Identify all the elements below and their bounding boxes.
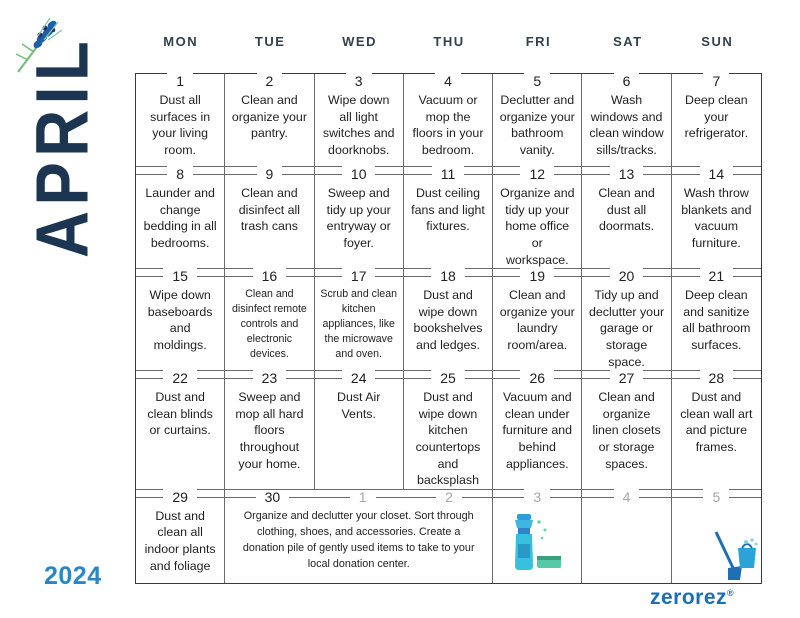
day-number: 13	[610, 166, 644, 182]
day-number: 11	[432, 166, 465, 182]
day-number: 19	[520, 268, 554, 284]
logo-text: zerorez	[650, 586, 728, 609]
day-task: Organize and tidy up your home office or workspace.	[500, 186, 575, 267]
day-number: 14	[700, 166, 734, 182]
weekday-header	[136, 34, 762, 49]
day-cell	[493, 371, 582, 490]
zerorez-logo	[650, 586, 734, 610]
day-task: Dust and clean wall art and picture frames.	[680, 390, 753, 454]
day-task: Sweep and mop all hard floors throughout your home.	[235, 390, 304, 471]
day-cell	[582, 74, 671, 167]
day-number: 28	[700, 370, 734, 386]
day-number: 24	[342, 370, 376, 386]
day-task: Deep clean your refrigerator.	[684, 93, 749, 141]
calendar-grid	[135, 73, 762, 584]
day-cell	[315, 269, 404, 371]
day-cell	[136, 269, 225, 371]
day-task: Clean and dust all doormats.	[598, 186, 655, 234]
day-cell	[582, 269, 671, 371]
day-cell	[493, 269, 582, 371]
day-task: Vacuum and clean under furniture and behind appliances.	[502, 390, 573, 471]
day-task: Clean and organize your pantry.	[231, 93, 307, 141]
weekday-thu: THU	[433, 34, 465, 49]
day-cell	[136, 74, 225, 167]
day-task: Wipe down baseboards and moldings.	[147, 288, 213, 352]
day-cell	[225, 269, 314, 371]
day-task: Deep clean and sanitize all bathroom surfaces.	[682, 288, 751, 352]
day-number: 20	[610, 268, 644, 284]
day-task: Dust and wipe down kitchen countertops and backsplash	[415, 390, 481, 488]
next-month-cell	[582, 490, 671, 583]
day-number: 3	[346, 73, 372, 89]
next-month-day: 3	[524, 489, 550, 505]
day-cell	[493, 74, 582, 167]
day-cell	[493, 167, 582, 269]
day-cell	[404, 74, 493, 167]
day-number: 30	[256, 490, 290, 506]
day-number: 16	[253, 268, 287, 284]
day-cell	[672, 74, 761, 167]
day-cell	[582, 167, 671, 269]
day-number: 26	[520, 370, 554, 386]
day-task: Clean and organize your laundry room/area.	[499, 288, 575, 352]
day-number: 8	[167, 166, 193, 182]
day-number: 12	[520, 166, 554, 182]
day-number: 5	[524, 73, 550, 89]
day-task: Dust Air Vents.	[337, 390, 381, 421]
day-number: 1	[167, 73, 193, 89]
next-month-day: 4	[614, 489, 640, 505]
day-number: 23	[253, 370, 287, 386]
day-cell	[136, 371, 225, 490]
day-task: Wipe down all light switches and doorknobs.	[322, 93, 395, 157]
day-cell	[315, 371, 404, 490]
day-task: Clean and disinfect all trash cans	[238, 186, 301, 234]
day-number: 6	[614, 73, 640, 89]
day-task: Organize and declutter your closet. Sort through clothing, shoes, and accessories. Create a donation pile of gently used items to take to your local donation center.	[242, 509, 475, 570]
day-task: Wash windows and clean window sills/tracks.	[589, 93, 664, 157]
day-number: 22	[163, 370, 197, 386]
day-cell	[404, 269, 493, 371]
next-month-day: 5	[703, 489, 729, 505]
day-task: Launder and change bedding in all bedrooms.	[143, 186, 217, 251]
day-cell	[315, 167, 404, 269]
logo-registered-mark: ®	[727, 588, 735, 598]
day-number: 18	[431, 268, 465, 284]
day-task: Dust and clean blinds or curtains.	[147, 390, 213, 438]
day-task: Clean and organize linen closets or storage spaces.	[592, 390, 661, 471]
day-number: 17	[342, 268, 376, 284]
day-number: 7	[703, 73, 729, 89]
day-cell	[225, 167, 314, 269]
day-number: 29	[163, 489, 197, 505]
weekday-fri: FRI	[525, 34, 552, 49]
month-text: APRIL	[20, 6, 104, 258]
day-cell	[672, 167, 761, 269]
day-task: Dust and wipe down bookshelves and ledges.	[413, 288, 483, 352]
next-month-day: 2	[436, 490, 462, 506]
day-cell	[225, 74, 314, 167]
weekday-wed: WED	[342, 34, 377, 49]
day-task: Tidy up and declutter your garage or storage space.	[589, 288, 665, 369]
day-cell	[225, 371, 314, 490]
year-label: 2024	[44, 562, 102, 590]
day-cell	[672, 269, 761, 371]
day-task: Clean and disinfect remote controls and electronic devices.	[232, 288, 307, 361]
day-task: Scrub and clean kitchen appliances, like the microwave and oven.	[320, 288, 397, 361]
day-number: 2	[257, 73, 283, 89]
day-cell	[136, 490, 225, 583]
weekday-sun: SUN	[701, 34, 734, 49]
day-number: 4	[435, 73, 461, 89]
day-cell	[136, 167, 225, 269]
day-task: Dust ceiling fans and light fixtures.	[411, 186, 485, 234]
day-task: Dust and clean all indoor plants and foliage	[144, 508, 216, 573]
next-month-day: 1	[350, 490, 376, 506]
day-cell-wide	[225, 490, 493, 583]
day-number: 15	[163, 268, 197, 284]
day-cell	[404, 371, 493, 490]
day-number: 10	[342, 166, 376, 182]
mop-bucket-icon	[712, 530, 762, 582]
weekday-sat: SAT	[613, 34, 643, 49]
day-cell	[315, 74, 404, 167]
day-number: 27	[610, 370, 644, 386]
day-cell	[582, 371, 671, 490]
spray-bottle-icon	[507, 510, 567, 572]
day-task: Wash throw blankets and vacuum furniture.	[681, 186, 752, 251]
weekday-tue: TUE	[254, 34, 286, 49]
day-cell	[672, 371, 761, 490]
day-task: Dust all surfaces in your living room.	[150, 93, 211, 157]
day-number: 9	[257, 166, 283, 182]
day-task: Sweep and tidy up your entryway or foyer.	[326, 186, 391, 251]
month-title	[20, 6, 114, 260]
weekday-mon: MON	[163, 34, 199, 49]
day-number: 25	[431, 370, 465, 386]
day-task: Vacuum or mop the floors in your bedroom.	[412, 93, 484, 157]
day-task: Declutter and organize your bathroom vanity.	[499, 93, 575, 157]
day-cell	[404, 167, 493, 269]
day-number: 21	[700, 268, 734, 284]
